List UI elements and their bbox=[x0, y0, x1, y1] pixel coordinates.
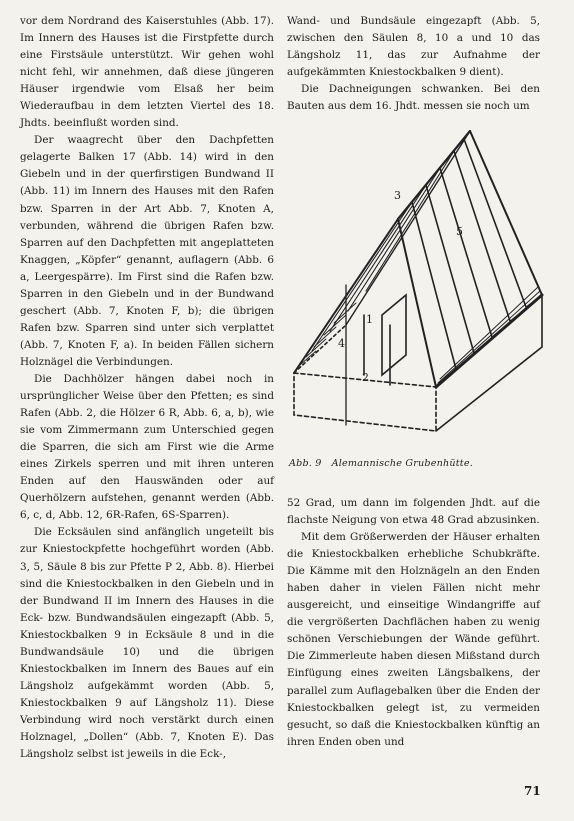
right-text-column-top bbox=[287, 13, 540, 115]
paragraph: Wand- und Bundsäule eingezapft (Abb. 5, zwischen den Säulen 8, 10 a und 10 das Längsholz 11, das zur Aufnahme der aufgekämmten Kniestockbalken 9 dient). bbox=[287, 15, 540, 79]
figure-label: 5 bbox=[456, 225, 463, 238]
figure-label: 3 bbox=[394, 189, 401, 202]
figure-label: 4 bbox=[338, 337, 345, 350]
paragraph: vor dem Nordrand des Kaiserstuhles (Abb. 17). Im Innern des Hauses ist die Firstpfette durch eine Firstsäule unterstützt. Wir gehen wohl nicht fehl, wir annehmen, daß diese jüngeren Häuser irgendwie vom Elsaß her beim Wiederaufbau in dem letzten Viertel des 18. Jhdts. beeinflußt worden sind. bbox=[20, 15, 274, 130]
paragraph: Die Ecksäulen sind anfänglich ungeteilt bis zur Kniestockpfette hochgeführt worden (Abb. 3, 5, Säule 8 bis zur Pfette P 2, Abb. 8). Hierbei sind die Kniestockbalken in den Giebeln und in der Bundwand II im Innern des Hauses in die Eck- bzw. Bundwandsäulen eingezapft (Abb. 5, Kniestockbalken 9 in Ecksäule 8 und in die Bundwandsäule 10) und die übrigen Kniestockbalken im Innern des Baues auf ein Längsholz aufgekämmt worden (Abb. 5, Kniestockbalken 9 auf Längsholz 11). Diese Verbindung wird noch verstärkt durch einen Holznagel, „Dollen“ (Abb. 7, Knoten E). Das Längsholz selbst ist jeweils in die Eck-, bbox=[20, 526, 274, 761]
pit-house-drawing bbox=[286, 125, 552, 443]
caption-title: Alemannische Grubenhütte. bbox=[331, 458, 473, 469]
paragraph: 52 Grad, um dann im folgenden Jhdt. auf die flachste Neigung von etwa 48 Grad abzusinken. bbox=[287, 497, 540, 527]
left-text-column bbox=[20, 13, 274, 763]
paragraph: Mit dem Größerwerden der Häuser erhalten die Kniestockbalken erhebliche Schubkräfte. Die Kämme mit den Holznägeln an den Enden haben daher in vielen Fällen nicht mehr ausgereicht, und einseitige Windangriffe auf die vergrößerten Dachflächen haben zu wenig schönen Verschiebungen der Wände geführt. Die Zimmerleute haben diesen Mißstand durch Einfügung eines zweiten Längsbalkens, der parallel zum Auflagebalken über die Enden der Kniestockbalken gelegt ist, zu vermeiden gesucht, so daß die Kniestockbalken künftig an ihren Enden oben und bbox=[287, 531, 540, 748]
caption-number: Abb. 9 bbox=[289, 458, 322, 469]
figure-caption bbox=[289, 458, 483, 469]
paragraph: Die Dachneigungen schwanken. Bei den Bauten aus dem 16. Jhdt. messen sie noch um bbox=[287, 83, 540, 113]
figure-label: 1 bbox=[366, 313, 373, 326]
paragraph: Der waagrecht über den Dachpfetten gelagerte Balken 17 (Abb. 14) wird in den Giebeln und in der querfirstigen Bundwand II (Abb. 11) im Innern des Hauses mit den Rafen bzw. Sparren in der Art Abb. 7, Knoten A, verbunden, während die übrigen Rafen bzw. Sparren auf den Dachpfetten mit angeplatteten Knaggen, „Köpfer“ genannt, auflagern (Abb. 6 a, Leergespärre). Im First sind die Rafen bzw. Sparren in den Giebeln und in der Bundwand geschert (Abb. 7, Knoten F, b); die übrigen Rafen bzw. Sparren sind unter sich verplattet (Abb. 7, Knoten F, a). In beiden Fällen sichern Holznägel die Verbindungen. bbox=[20, 134, 274, 368]
page-number: 71 bbox=[524, 784, 541, 798]
right-text-column-bottom bbox=[287, 495, 540, 751]
pit-side bbox=[436, 295, 542, 431]
figure-label: 2 bbox=[362, 371, 369, 384]
figure-illustration bbox=[286, 125, 552, 443]
paragraph: Die Dachhölzer hängen dabei noch in ursprünglicher Weise über den Pfetten; es sind Rafen (Abb. 2, die Hölzer 6 R, Abb. 6, a, b), wie sie vom Zimmermann zum Unterschied gegen die Sparren, die sich am First wie die Arme eines Zirkels sperren und mit ihren unteren Enden auf den Hauswänden oder auf Querhölzern aufstehen, genannt werden (Abb. 6, c, d, Abb. 12, 6R-Rafen, 6S-Sparren). bbox=[20, 372, 274, 522]
